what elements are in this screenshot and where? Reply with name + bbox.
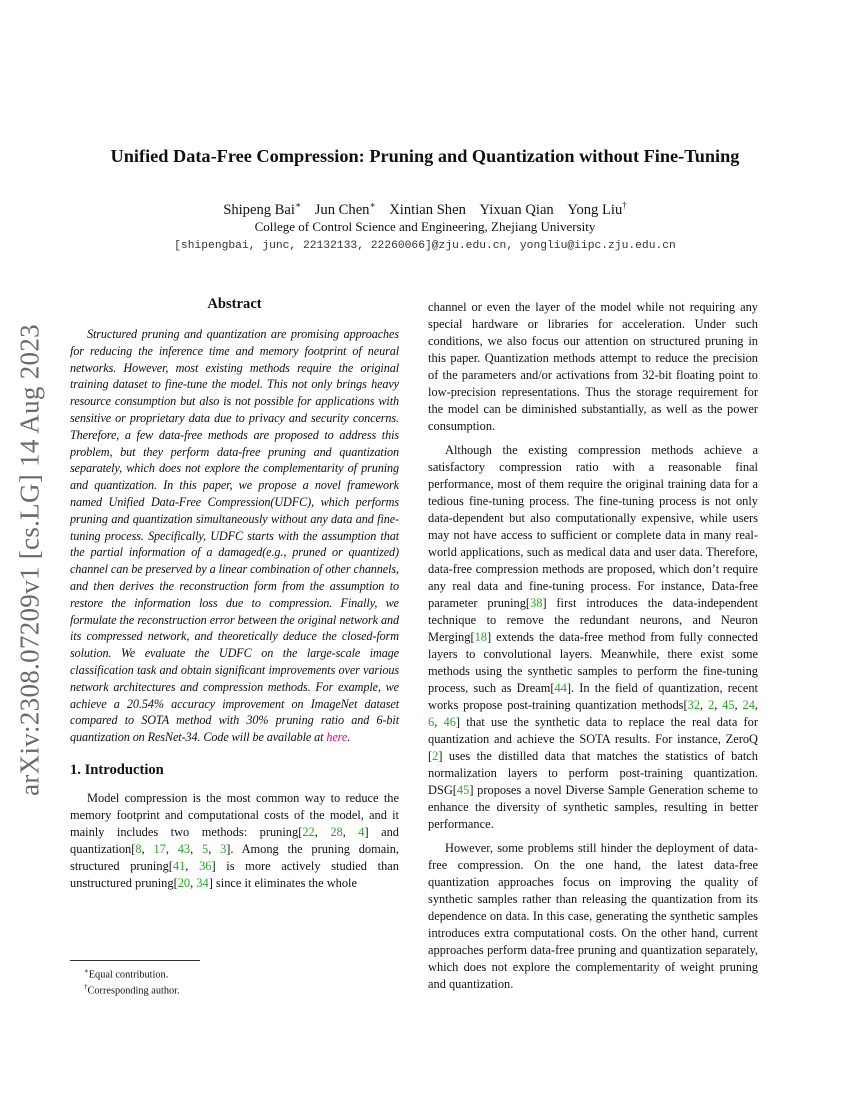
citation-link[interactable]: 38 (530, 596, 543, 610)
citation-link[interactable]: 46 (443, 715, 456, 729)
arxiv-identifier-stamp (0, 290, 60, 830)
citation-link[interactable]: 20 (177, 875, 191, 890)
citation-link[interactable]: 17 (153, 841, 166, 856)
citation-link[interactable]: 2 (432, 749, 439, 763)
footnote-corresponding-author: †Corresponding author. (84, 983, 180, 997)
citation-link[interactable]: 22 (302, 824, 315, 839)
citation-link[interactable]: 24 (742, 698, 755, 712)
footnotes (70, 960, 399, 998)
citation-link[interactable]: 34 (196, 875, 209, 890)
author-emails: [shipengbai, junc, 22132133, 22260066]@zju.edu.cn, yongliu@iipc.zju.edu.cn (174, 240, 676, 252)
footnote-rule (70, 960, 200, 961)
citation-link[interactable]: 32 (687, 698, 701, 712)
paper-title: Unified Data-Free Compression: Pruning and Quantization without Fine-Tuning (110, 146, 740, 166)
citation-link[interactable]: 2 (707, 698, 715, 712)
intro-paragraph-1: Model compression is the most common way to reduce the memory footprint and computational costs of the model, and it mainly includes two methods: pruning[22, 28, 4] and quantization[8, 17, 43, 5, 3]. Among the pruning domain, structured pruning[41, 36] is more actively studied than unstructured pruning[20, 34] since it eliminates the whole (70, 790, 399, 890)
citation-link[interactable]: 36 (199, 858, 212, 873)
footnote-equal-contribution: ∗Equal contribution. (84, 967, 169, 981)
right-paragraph-1: channel or even the layer of the model while not requiring any special hardware or libraries for acceleration. Under such conditions, we also focus our attention on structured pruning in this paper. Quantization methods attempt to reduce the precision of the parameters and/or activations from 32-bit floating point to low-precision representations. Thus the storage requirement for the model can be diminished substantially, as well as the power consumption. (428, 300, 758, 433)
citation-link[interactable]: 41 (172, 858, 186, 873)
author-3: Xintian Shen (389, 201, 466, 218)
citation-link[interactable]: 18 (474, 630, 487, 644)
author-5: Yong Liu† (567, 200, 627, 218)
introduction-heading: 1. Introduction (70, 761, 164, 778)
citation-link[interactable]: 5 (201, 841, 209, 856)
citation-link[interactable]: 4 (358, 824, 365, 839)
citation-link[interactable]: 6 (428, 715, 435, 729)
arxiv-stamp-text: arXiv:2308.07209v1 [cs.LG] 14 Aug 2023 (14, 324, 45, 796)
right-paragraph-2: Although the existing compression methods achieve a satisfactory compression ratio with a reasonable final performance, most of them require the original training data for a tedious fine-tuning process. The fine-tuning process is not only data-dependent but also computationally expensive, while users may not have access to sufficient or complete data in many real-world applications, such as medical data and user data. Therefore, data-free compression methods are proposed, which don’t require any real data and fine-tuning process. For instance, Data-free parameter pruning[38] first introduces the data-independent technique to remove the redundant neurons, and Neuron Merging[18] extends the data-free method from fully connected layers to convolutional layers. Meanwhile, there exist some methods using the synthetic samples to perform the fine-tuning process, such as Dream[44]. In the field of quantization, recent works propose post-training quantization methods[32, 2, 45, 24, 6, 46] that use the synthetic data to replace the real data for quantization and achieve the SOTA results. For instance, ZeroQ [2] uses the distilled data that matches the statistics of batch normalization layers to perform post-training quantization. DSG[45] proposes a novel Diverse Sample Generation scheme to enhance the diversity of synthetic samples, resulting in better performance. (428, 443, 759, 831)
code-link[interactable]: here (326, 730, 348, 745)
author-2: Jun Chen∗ (314, 200, 376, 218)
citation-link[interactable]: 45 (722, 698, 735, 712)
abstract-text: Structured pruning and quantization are promising approaches for reducing the inference time and memory footprint of neural networks. However, most existing methods require the original training dataset to fine-tune the model. This not only brings heavy resource consumption but also is not possible for applications with sensitive or proprietary data due to privacy and security concerns. Therefore, a few data-free methods are proposed to address this problem, but they perform data-free pruning and quantization separately, which does not explore the complementarity of pruning and quantization. In this paper, we propose a novel framework named Unified Data-Free Compression(UDFC), which performs pruning and quantization simultaneously without any data and fine-tuning process. Specifically, UDFC starts with the assumption that the partial information of a damaged(e.g., pruned or quantized) channel can be preserved by a linear combination of other channels, and then derives the reconstruction form from the assumption to restore the information loss due to compression. Finally, we formulate the reconstruction error between the original network and its compressed network, and theoretically deduce the closed-form solution. We evaluate the UDFC on the large-scale image classification task and obtain significant improvements over various network architectures and compression methods. For example, we achieve a 20.54% accuracy improvement on ImageNet dataset compared to SOTA method with 30% pruning ratio and 6-bit quantization on ResNet-34. Code will be available at here. (70, 327, 399, 745)
right-paragraph-3: However, some problems still hinder the deployment of data-free compression. On the one hand, the latest data-free quantization approaches focus on improving the quality of synthetic samples rather than releasing the quantization from its dependence on data. In this case, generating the synthetic samples introduces extra computational costs. On the other hand, current approaches perform data-free pruning and quantization separately, which does not explore the complementarity of weight pruning and quantization. (428, 841, 758, 991)
citation-link[interactable]: 44 (554, 681, 567, 695)
citation-link[interactable]: 3 (220, 841, 227, 856)
author-list (0, 200, 850, 219)
abstract-heading: Abstract (207, 296, 262, 312)
left-column (70, 296, 399, 892)
citation-link[interactable]: 43 (177, 841, 191, 856)
author-1: Shipeng Bai∗ (223, 200, 302, 218)
citation-link[interactable]: 8 (135, 841, 142, 856)
right-column (428, 299, 758, 1000)
author-4: Yixuan Qian (479, 201, 554, 218)
citation-link[interactable]: 28 (330, 824, 343, 839)
affiliation: College of Control Science and Engineering, Zhejiang University (254, 219, 596, 234)
citation-link[interactable]: 45 (456, 783, 470, 797)
